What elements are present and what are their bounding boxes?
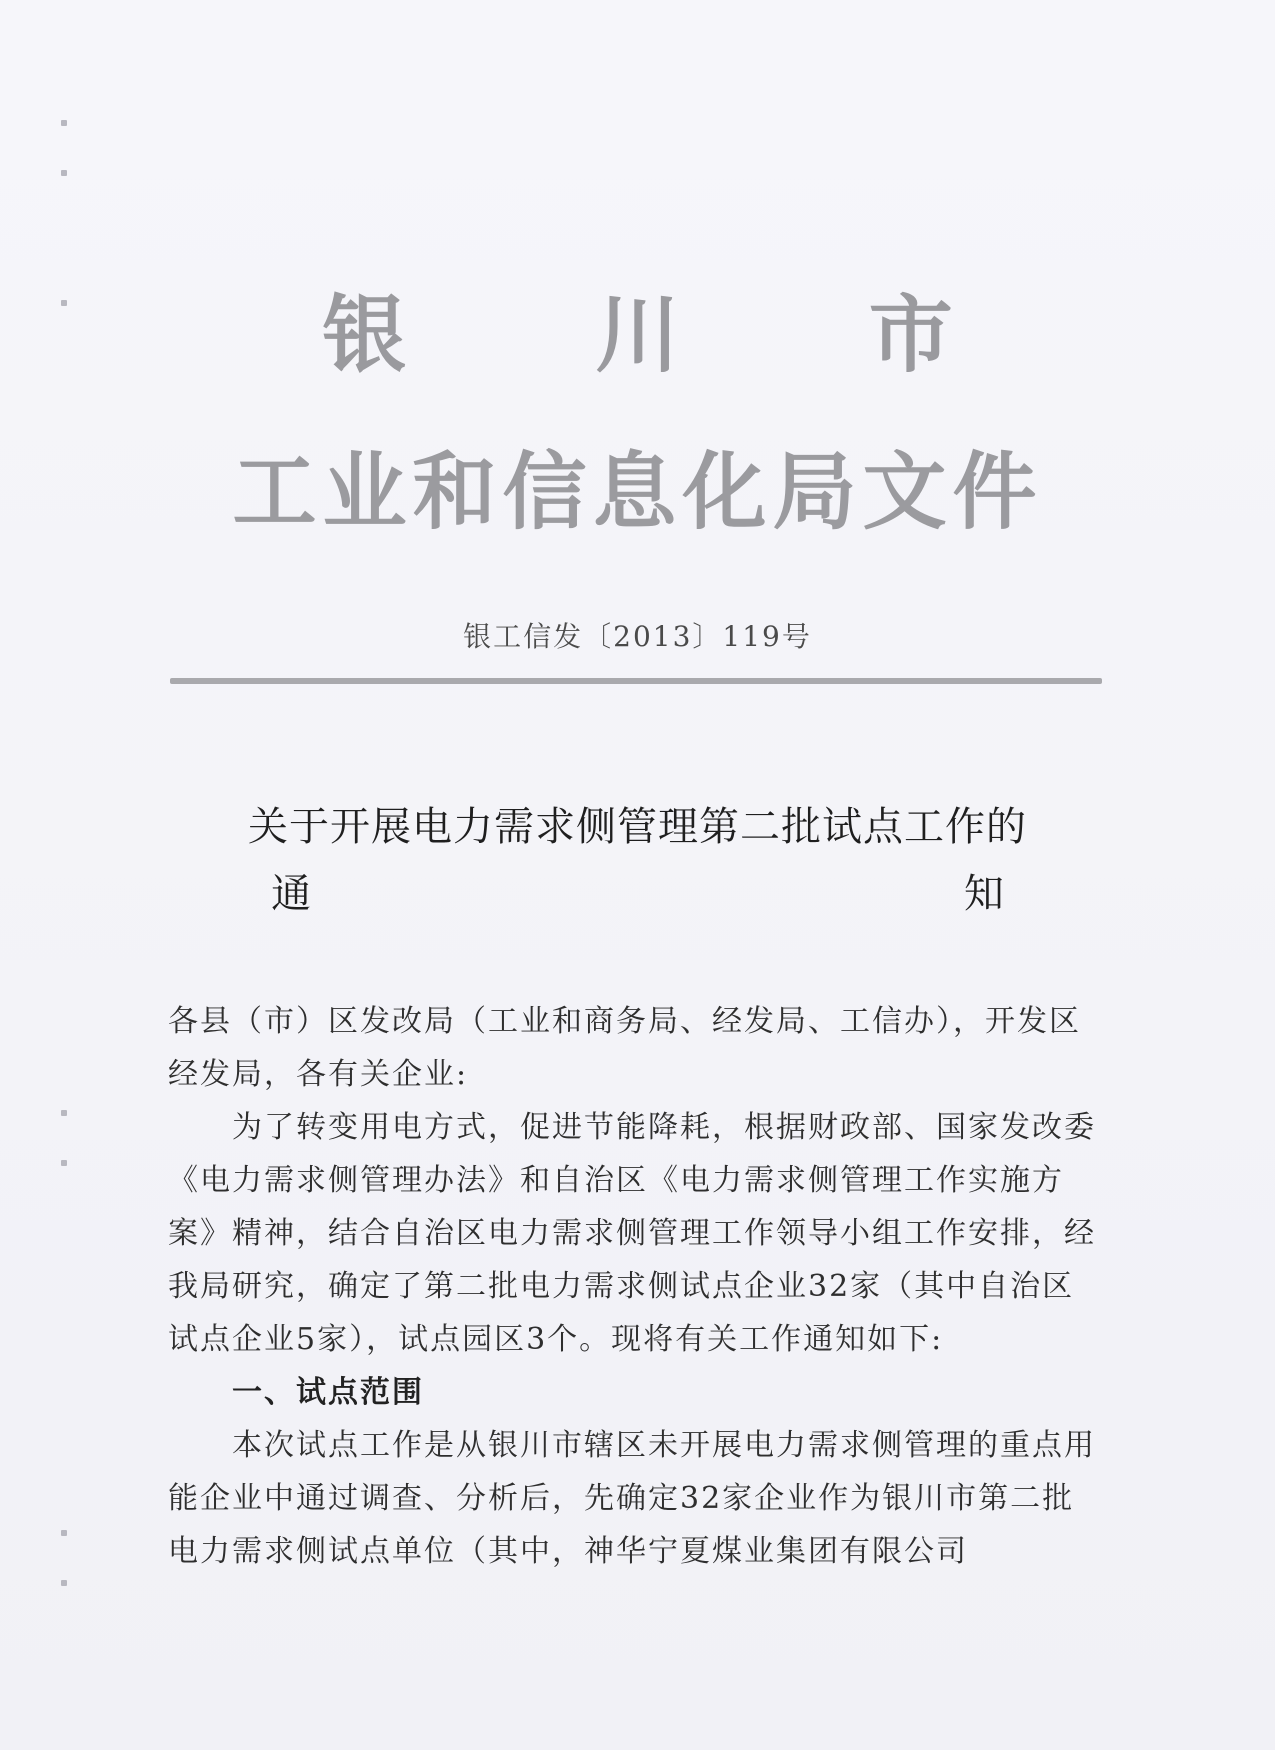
document-body (168, 995, 1098, 1578)
header-city: 银 川 市 (322, 286, 1033, 384)
body-paragraph-1: 为了转变用电方式，促进节能降耗，根据财政部、国家发改委《电力需求侧管理办法》和自治区《电力需求侧管理工作实施方案》精神，结合自治区电力需求侧管理工作领导小组工作安排，经我局研究，确定了第二批电力需求侧试点企业32家（其中自治区试点企业5家），试点园区3个。现将有关工作通知如下: (168, 1110, 1096, 1357)
addressee: 各县（市）区发改局（工业和商务局、经发局、工信办），开发区经发局，各有关企业: (168, 1004, 1081, 1092)
section-heading-1: 一、试点范围 (232, 1375, 424, 1410)
document-title-line2: 通 知 (271, 871, 1244, 917)
body-paragraph-2: 本次试点工作是从银川市辖区未开展电力需求侧管理的重点用能企业中通过调查、分析后，先确定32家企业作为银川市第二批电力需求侧试点单位（其中，神华宁夏煤业集团有限公司 (168, 1428, 1096, 1569)
document-number: 银工信发〔2013〕119号 (463, 620, 812, 653)
document-title-line1: 关于开展电力需求侧管理第二批试点工作的 (248, 804, 1027, 850)
header-bureau: 工业和信息化局文件 (232, 443, 1043, 541)
header-divider (170, 678, 1102, 684)
